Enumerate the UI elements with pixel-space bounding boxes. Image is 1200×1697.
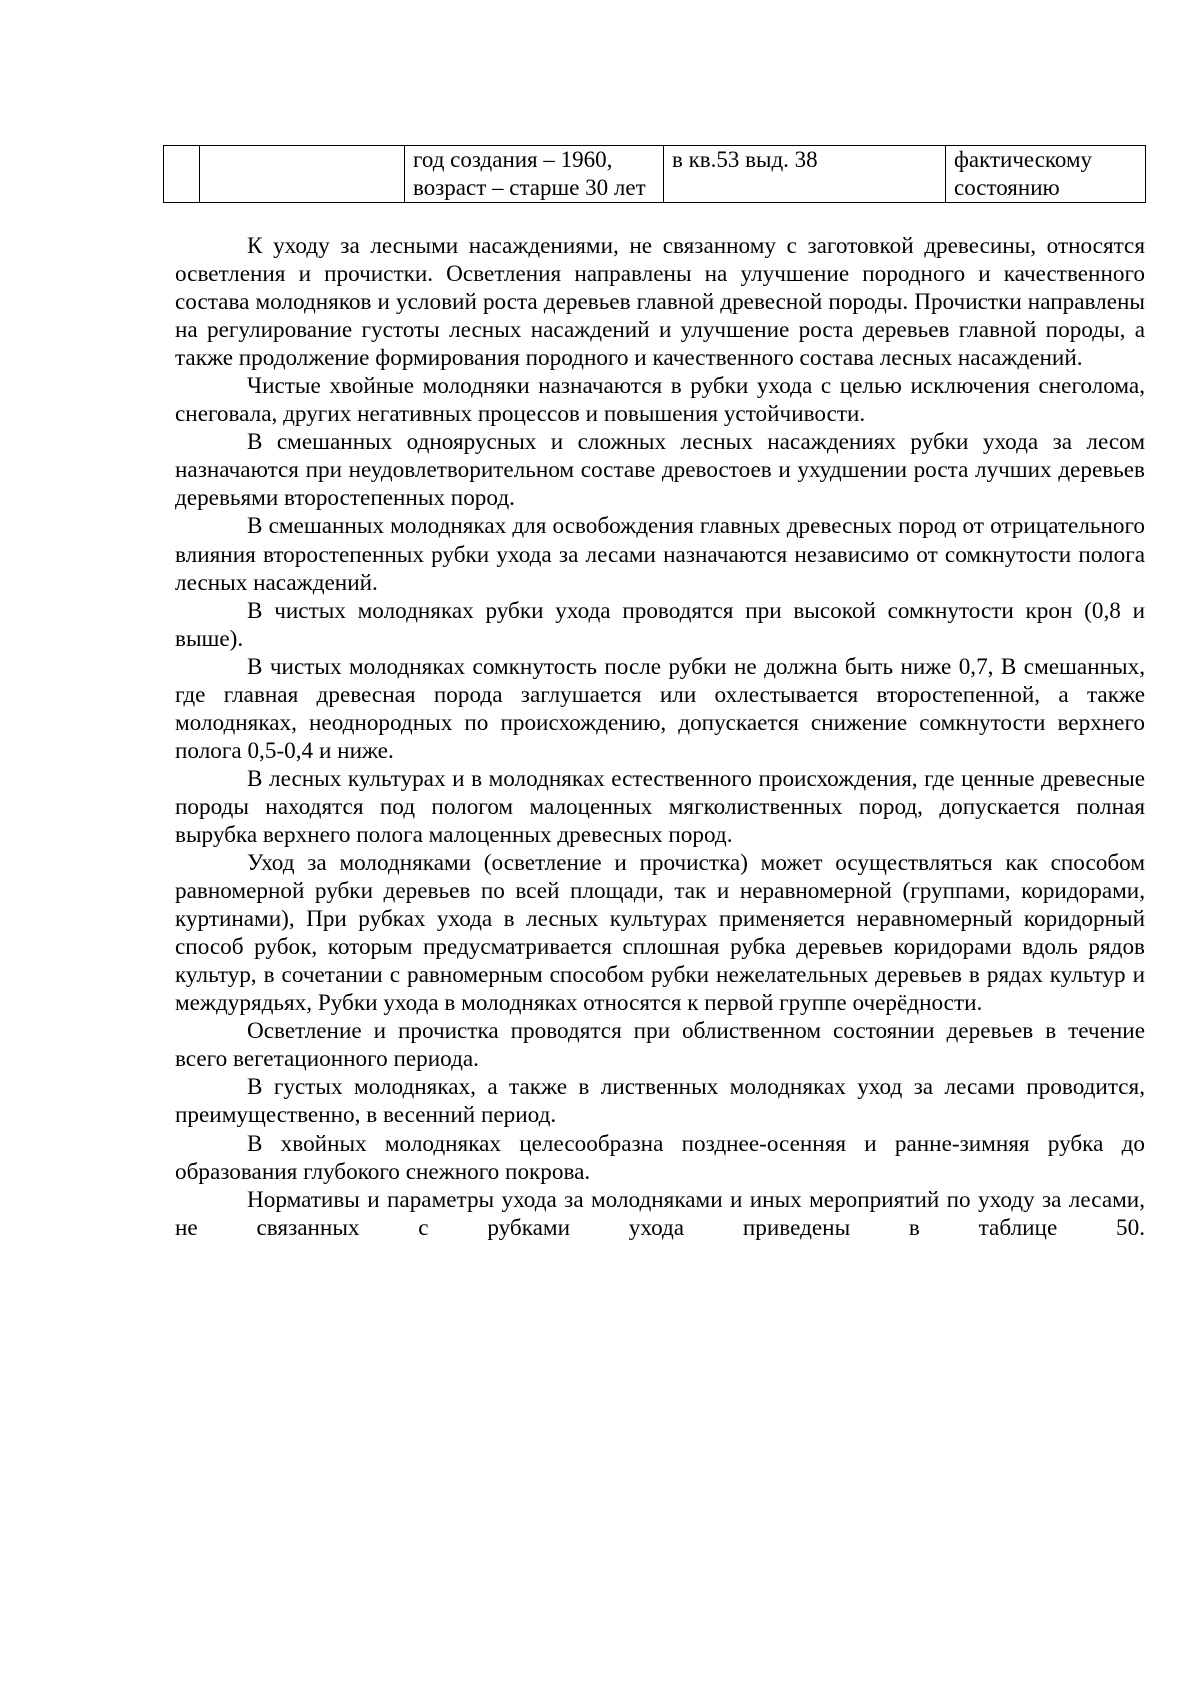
paragraph: В лесных культурах и в молодняках естественного происхождения, где ценные древесные породы находятся под пологом малоценных мягколиственных пород, допускается полная вырубка верхнего полога малоценных древесных пород. xyxy=(175,765,1145,848)
table-cell-characteristics: год создания – 1960, возраст – старше 30 лет xyxy=(405,146,664,203)
body-text xyxy=(175,232,1145,1242)
table-cell-number xyxy=(164,146,200,203)
paragraph: В смешанных молодняках для освобождения главных древесных пород от отрицательного влияния второстепенных рубки ухода за лесами назначаются независимо от сомкнутости полога лесных насаждений. xyxy=(175,513,1145,596)
table-cell-location: в кв.53 выд. 38 xyxy=(664,146,946,203)
paragraph: К уходу за лесными насаждениями, не связанному с заготовкой древесины, относятся осветления и прочистки. Осветления направлены на улучшение породного и качественного состава молодняков и условий роста деревьев главной древесной породы. Прочистки направлены на регулирование густоты лесных насаждений и улучшение роста деревьев главной породы, а также продолжение формирования породного и качественного состава лесных насаждений. xyxy=(175,233,1145,372)
continuation-table xyxy=(163,145,1146,203)
table-cell-object xyxy=(200,146,405,203)
paragraph: В хвойных молодняках целесообразна позднее-осенняя и ранне-зимняя рубка до образования глубокого снежного покрова. xyxy=(175,1130,1145,1185)
paragraph: В чистых молодняках рубки ухода проводятся при высокой сомкнутости крон (0,8 и выше). xyxy=(175,597,1145,652)
paragraph: Уход за молодняками (осветление и прочистка) может осуществляться как способом равномерной рубки деревьев по всей площади, так и неравномерной (группами, коридорами, куртинами), При рубках ухода в лесных культурах применяется неравномерный коридорный способ рубок, которым предусматривается сплошная рубка деревьев коридорами вдоль рядов культур, в сочетании с равномерным способом рубки нежелательных деревьев в рядах культур и междурядьях, Рубки ухода в молодняках относятся к первой группе очерёдности. xyxy=(175,850,1145,1017)
paragraph: Чистые хвойные молодняки назначаются в рубки ухода с целью исключения снеголома, снеговала, других негативных процессов и повышения устойчивости. xyxy=(175,373,1145,428)
paragraph: Нормативы и параметры ухода за молодняками и иных мероприятий по уходу за лесами, не связанных с рубками ухода приведены в таблице 50. xyxy=(175,1186,1145,1241)
paragraph: В чистых молодняках сомкнутость после рубки не должна быть ниже 0,7, В смешанных, где главная древесная порода заглушается или охлестывается второстепенной, а также молодняках, неоднородных по происхождению, допускается снижение сомкнутости верхнего полога 0,5-0,4 и ниже. xyxy=(175,653,1145,764)
paragraph: В густых молодняках, а также в лиственных молодняках уход за лесами проводится, преимущественно, в весенний период. xyxy=(175,1074,1145,1129)
paragraph: В смешанных одноярусных и сложных лесных насаждениях рубки ухода за лесом назначаются при неудовлетворительном составе древостоев и ухудшении роста лучших деревьев деревьями второстепенных пород. xyxy=(175,429,1145,512)
table-cell-state: фактическому состоянию xyxy=(946,146,1146,203)
paragraph: Осветление и прочистка проводятся при облиственном состоянии деревьев в течение всего вегетационного периода. xyxy=(175,1018,1145,1073)
table-row xyxy=(164,146,1146,203)
